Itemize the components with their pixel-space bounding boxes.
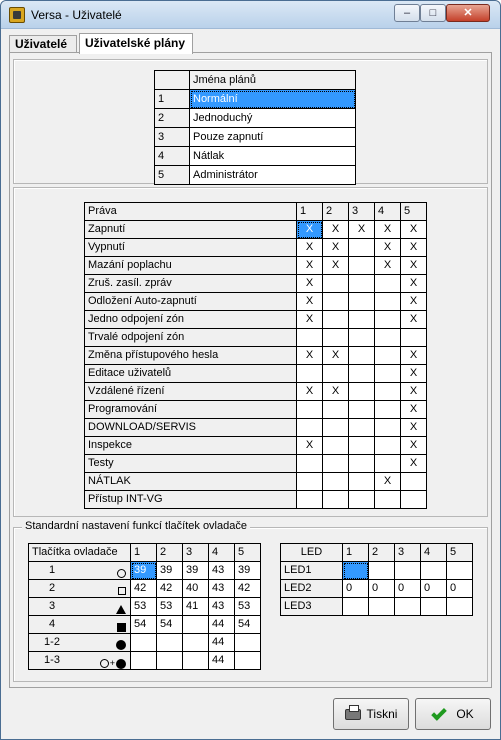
key-function-cell[interactable]: 43 [209,562,235,580]
led-row [281,562,473,580]
right-cell[interactable] [375,437,401,455]
right-cell[interactable] [401,491,427,509]
right-cell[interactable] [297,329,323,347]
key-function-cell[interactable]: 53 [131,598,157,616]
keys-column-header: 2 [157,544,183,562]
minimize-button[interactable]: – [394,4,420,22]
key-function-cell[interactable]: 39 [183,562,209,580]
plans-header: Jména plánů [190,71,356,90]
right-cell[interactable]: X [297,437,323,455]
plan-names-table [154,70,356,185]
right-cell[interactable] [349,491,375,509]
right-cell[interactable]: X [401,455,427,473]
triangle-filled-icon [116,605,126,614]
led-label: LED1 [281,562,343,580]
remote-keys-table [28,543,261,670]
key-function-cell[interactable]: 53 [157,598,183,616]
right-cell[interactable] [349,473,375,491]
right-cell[interactable]: X [401,257,427,275]
right-cell[interactable]: X [297,221,323,239]
right-cell[interactable] [349,311,375,329]
key-function-cell[interactable]: 39 [157,562,183,580]
led-column-header: 5 [447,544,473,562]
right-cell[interactable] [375,275,401,293]
right-cell[interactable]: X [375,221,401,239]
rights-header-row [85,203,427,221]
right-label: Vypnutí [85,239,297,257]
key-function-cell[interactable]: 42 [235,580,261,598]
right-label: NÁTLAK [85,473,297,491]
right-cell[interactable] [375,329,401,347]
circle-outline-icon [117,569,126,578]
right-cell[interactable] [297,473,323,491]
close-button[interactable]: ✕ [446,4,490,22]
right-cell[interactable] [375,455,401,473]
right-cell[interactable] [323,311,349,329]
right-cell[interactable]: X [297,293,323,311]
key-row [29,634,261,652]
plan-row[interactable] [155,166,356,185]
tab-users[interactable]: Uživatelé [9,35,77,53]
right-cell[interactable]: X [401,383,427,401]
led-cell[interactable] [395,562,421,580]
plan-name-cell[interactable]: Normální [190,90,356,109]
circle-outline-icon [100,659,109,668]
rights-header: Práva [85,203,297,221]
led-cell[interactable]: 0 [447,580,473,598]
rights-row [85,311,427,329]
right-cell[interactable] [401,473,427,491]
right-cell[interactable] [375,365,401,383]
tab-panel-user-plans [9,52,492,688]
key-label: 2 [48,582,56,594]
right-cell[interactable] [323,419,349,437]
right-cell[interactable] [297,491,323,509]
remote-keys-group [13,520,488,682]
right-cell[interactable]: X [349,221,375,239]
rights-row [85,221,427,239]
right-cell[interactable] [349,437,375,455]
tab-user-plans[interactable]: Uživatelské plány [79,33,193,54]
right-cell[interactable] [375,311,401,329]
key-function-cell[interactable] [131,634,157,652]
key-row [29,616,261,634]
led-cell[interactable] [343,598,369,616]
right-cell[interactable] [349,419,375,437]
right-cell[interactable]: X [297,383,323,401]
led-label: LED2 [281,580,343,598]
title-bar[interactable] [1,1,500,29]
right-cell[interactable]: X [401,293,427,311]
key-function-cell[interactable]: 43 [209,580,235,598]
right-cell[interactable]: X [375,239,401,257]
rights-row [85,437,427,455]
right-cell[interactable] [349,239,375,257]
rights-row [85,347,427,365]
right-label: Programování [85,401,297,419]
plus-glyph: + [109,658,115,668]
right-cell[interactable]: X [401,239,427,257]
right-cell[interactable]: X [401,347,427,365]
right-cell[interactable] [375,401,401,419]
key-label: 1-2 [44,636,60,648]
rights-column-header: 4 [375,203,401,221]
circle-filled-icon [116,659,126,669]
right-cell[interactable]: X [297,257,323,275]
key-row [29,652,261,670]
app-icon [9,7,25,23]
remote-keys-group-label: Standardní nastavení funkcí tlačítek ovladače [22,520,250,532]
rights-row [85,257,427,275]
key-symbol [118,583,126,598]
right-cell[interactable] [323,293,349,311]
rights-row [85,239,427,257]
right-cell[interactable]: X [323,221,349,239]
maximize-button[interactable]: □ [420,4,446,22]
rights-column-header: 2 [323,203,349,221]
rights-row [85,383,427,401]
plan-number: 1 [155,90,190,109]
key-function-cell[interactable]: 39 [235,562,261,580]
key-symbol [116,637,126,652]
right-cell[interactable] [349,347,375,365]
led-header: LED [281,544,343,562]
right-cell[interactable]: X [401,311,427,329]
key-label-cell [29,562,131,580]
right-label: Trvalé odpojení zón [85,329,297,347]
right-cell[interactable] [323,437,349,455]
right-cell[interactable] [375,347,401,365]
key-row [29,562,261,580]
right-cell[interactable] [297,401,323,419]
key-function-cell[interactable] [131,652,157,670]
circle-filled-icon [116,640,126,650]
right-cell[interactable] [375,293,401,311]
led-header-row [281,544,473,562]
key-function-cell[interactable] [157,652,183,670]
right-label: Změna přístupového hesla [85,347,297,365]
right-cell[interactable]: X [297,311,323,329]
right-cell[interactable] [349,455,375,473]
led-label: LED3 [281,598,343,616]
led-column-header: 4 [421,544,447,562]
right-cell[interactable]: X [323,239,349,257]
plan-row[interactable] [155,147,356,166]
key-label: 3 [48,600,56,612]
key-function-cell[interactable] [235,634,261,652]
right-cell[interactable]: X [375,473,401,491]
key-symbol [100,655,126,670]
key-label-cell [29,616,131,634]
right-cell[interactable] [323,473,349,491]
right-cell[interactable] [323,365,349,383]
plan-row[interactable] [155,90,356,109]
right-cell[interactable] [323,329,349,347]
right-cell[interactable] [297,455,323,473]
right-cell[interactable] [349,365,375,383]
plan-name-cell[interactable]: Jednoduchý [190,109,356,128]
led-cell[interactable] [421,598,447,616]
right-cell[interactable]: X [323,257,349,275]
ok-button-label: OK [456,707,474,721]
right-label: Inspekce [85,437,297,455]
right-cell[interactable] [323,275,349,293]
rights-row [85,365,427,383]
square-filled-icon [117,623,126,632]
key-function-cell[interactable] [183,616,209,634]
plans-corner [155,71,190,90]
rights-table [84,202,427,509]
keys-header: Tlačítka ovladače [29,544,131,562]
led-column-header: 2 [369,544,395,562]
key-function-cell[interactable]: 44 [209,652,235,670]
rights-row [85,293,427,311]
square-outline-icon [118,587,126,595]
led-cell[interactable]: 0 [343,580,369,598]
right-cell[interactable]: X [401,437,427,455]
rights-row [85,419,427,437]
keys-column-header: 4 [209,544,235,562]
key-symbol [117,565,126,580]
key-function-cell[interactable]: 54 [131,616,157,634]
plan-name-cell[interactable]: Nátlak [190,147,356,166]
plan-name-cell[interactable]: Administrátor [190,166,356,185]
right-cell[interactable]: X [297,239,323,257]
right-cell[interactable] [349,329,375,347]
key-function-cell[interactable]: 42 [131,580,157,598]
key-label-cell [29,652,131,670]
led-row [281,598,473,616]
keys-header-row [29,544,261,562]
right-cell[interactable] [323,455,349,473]
right-cell[interactable]: X [401,221,427,239]
plan-name-cell[interactable]: Pouze zapnutí [190,128,356,147]
led-column-header: 3 [395,544,421,562]
right-cell[interactable]: X [375,257,401,275]
key-function-cell[interactable] [235,652,261,670]
right-cell[interactable]: X [401,365,427,383]
rights-row [85,275,427,293]
plan-number: 5 [155,166,190,185]
key-label: 4 [48,618,56,630]
right-label: DOWNLOAD/SERVIS [85,419,297,437]
print-button-label: Tiskni [366,707,398,721]
right-cell[interactable] [375,491,401,509]
key-function-cell[interactable]: 40 [183,580,209,598]
right-label: Mazání poplachu [85,257,297,275]
right-label: Odložení Auto-zapnutí [85,293,297,311]
right-cell[interactable] [323,401,349,419]
rights-row [85,455,427,473]
print-button[interactable] [333,698,409,730]
keys-column-header: 5 [235,544,261,562]
right-cell[interactable] [375,419,401,437]
key-function-cell[interactable]: 53 [235,598,261,616]
key-label-cell [29,580,131,598]
key-function-cell[interactable]: 39 [131,562,157,580]
led-row [281,580,473,598]
right-cell[interactable]: X [323,347,349,365]
plan-number: 3 [155,128,190,147]
key-function-cell[interactable] [183,634,209,652]
right-label: Vzdálené řízení [85,383,297,401]
right-cell[interactable] [349,293,375,311]
led-cell[interactable] [369,598,395,616]
key-label-cell [29,598,131,616]
led-cell[interactable] [343,562,369,580]
right-cell[interactable] [349,383,375,401]
rights-row [85,401,427,419]
key-function-cell[interactable]: 44 [209,634,235,652]
key-label: 1 [48,564,56,576]
right-cell[interactable]: X [323,383,349,401]
plan-names-group [13,59,488,184]
right-cell[interactable]: X [401,401,427,419]
ok-button[interactable] [415,698,491,730]
right-label: Zapnutí [85,221,297,239]
led-cell[interactable] [395,598,421,616]
key-symbol [117,619,126,634]
rights-row [85,329,427,347]
led-cell[interactable] [421,562,447,580]
right-cell[interactable] [349,275,375,293]
led-table [280,543,473,616]
right-cell[interactable] [349,401,375,419]
key-function-cell[interactable]: 42 [157,580,183,598]
led-column-header: 1 [343,544,369,562]
key-symbol [116,601,126,616]
plan-number: 4 [155,147,190,166]
led-cell[interactable]: 0 [395,580,421,598]
key-function-cell[interactable]: 43 [209,598,235,616]
right-cell[interactable] [323,491,349,509]
key-row [29,598,261,616]
plan-number: 2 [155,109,190,128]
key-row [29,580,261,598]
key-label-cell [29,634,131,652]
key-function-cell[interactable] [183,652,209,670]
right-label: Zruš. zasíl. zpráv [85,275,297,293]
led-cell[interactable] [447,598,473,616]
key-function-cell[interactable]: 54 [157,616,183,634]
right-cell[interactable]: X [297,347,323,365]
led-cell[interactable]: 0 [369,580,395,598]
rights-column-header: 1 [297,203,323,221]
keys-column-header: 3 [183,544,209,562]
key-function-cell[interactable] [157,634,183,652]
right-cell[interactable]: X [297,275,323,293]
right-cell[interactable] [375,383,401,401]
window-title: Versa - Uživatelé [31,8,122,22]
plan-row[interactable] [155,128,356,147]
rights-row [85,473,427,491]
right-label: Testy [85,455,297,473]
right-label: Jedno odpojení zón [85,311,297,329]
led-cell[interactable] [369,562,395,580]
right-cell[interactable]: X [401,419,427,437]
led-cell[interactable] [447,562,473,580]
keys-column-header: 1 [131,544,157,562]
led-cell[interactable]: 0 [421,580,447,598]
right-cell[interactable] [297,365,323,383]
right-cell[interactable] [297,419,323,437]
right-label: Přístup INT-VG [85,491,297,509]
key-function-cell[interactable]: 41 [183,598,209,616]
right-cell[interactable] [401,329,427,347]
rights-row [85,491,427,509]
printer-icon [345,709,361,720]
right-cell[interactable] [349,257,375,275]
right-label: Editace uživatelů [85,365,297,383]
key-function-cell[interactable]: 54 [235,616,261,634]
key-function-cell[interactable]: 44 [209,616,235,634]
right-cell[interactable]: X [401,275,427,293]
rights-group [13,187,488,517]
rights-column-header: 3 [349,203,375,221]
key-label: 1-3 [44,654,60,666]
checkmark-icon [432,705,448,721]
rights-column-header: 5 [401,203,427,221]
plan-row[interactable] [155,109,356,128]
